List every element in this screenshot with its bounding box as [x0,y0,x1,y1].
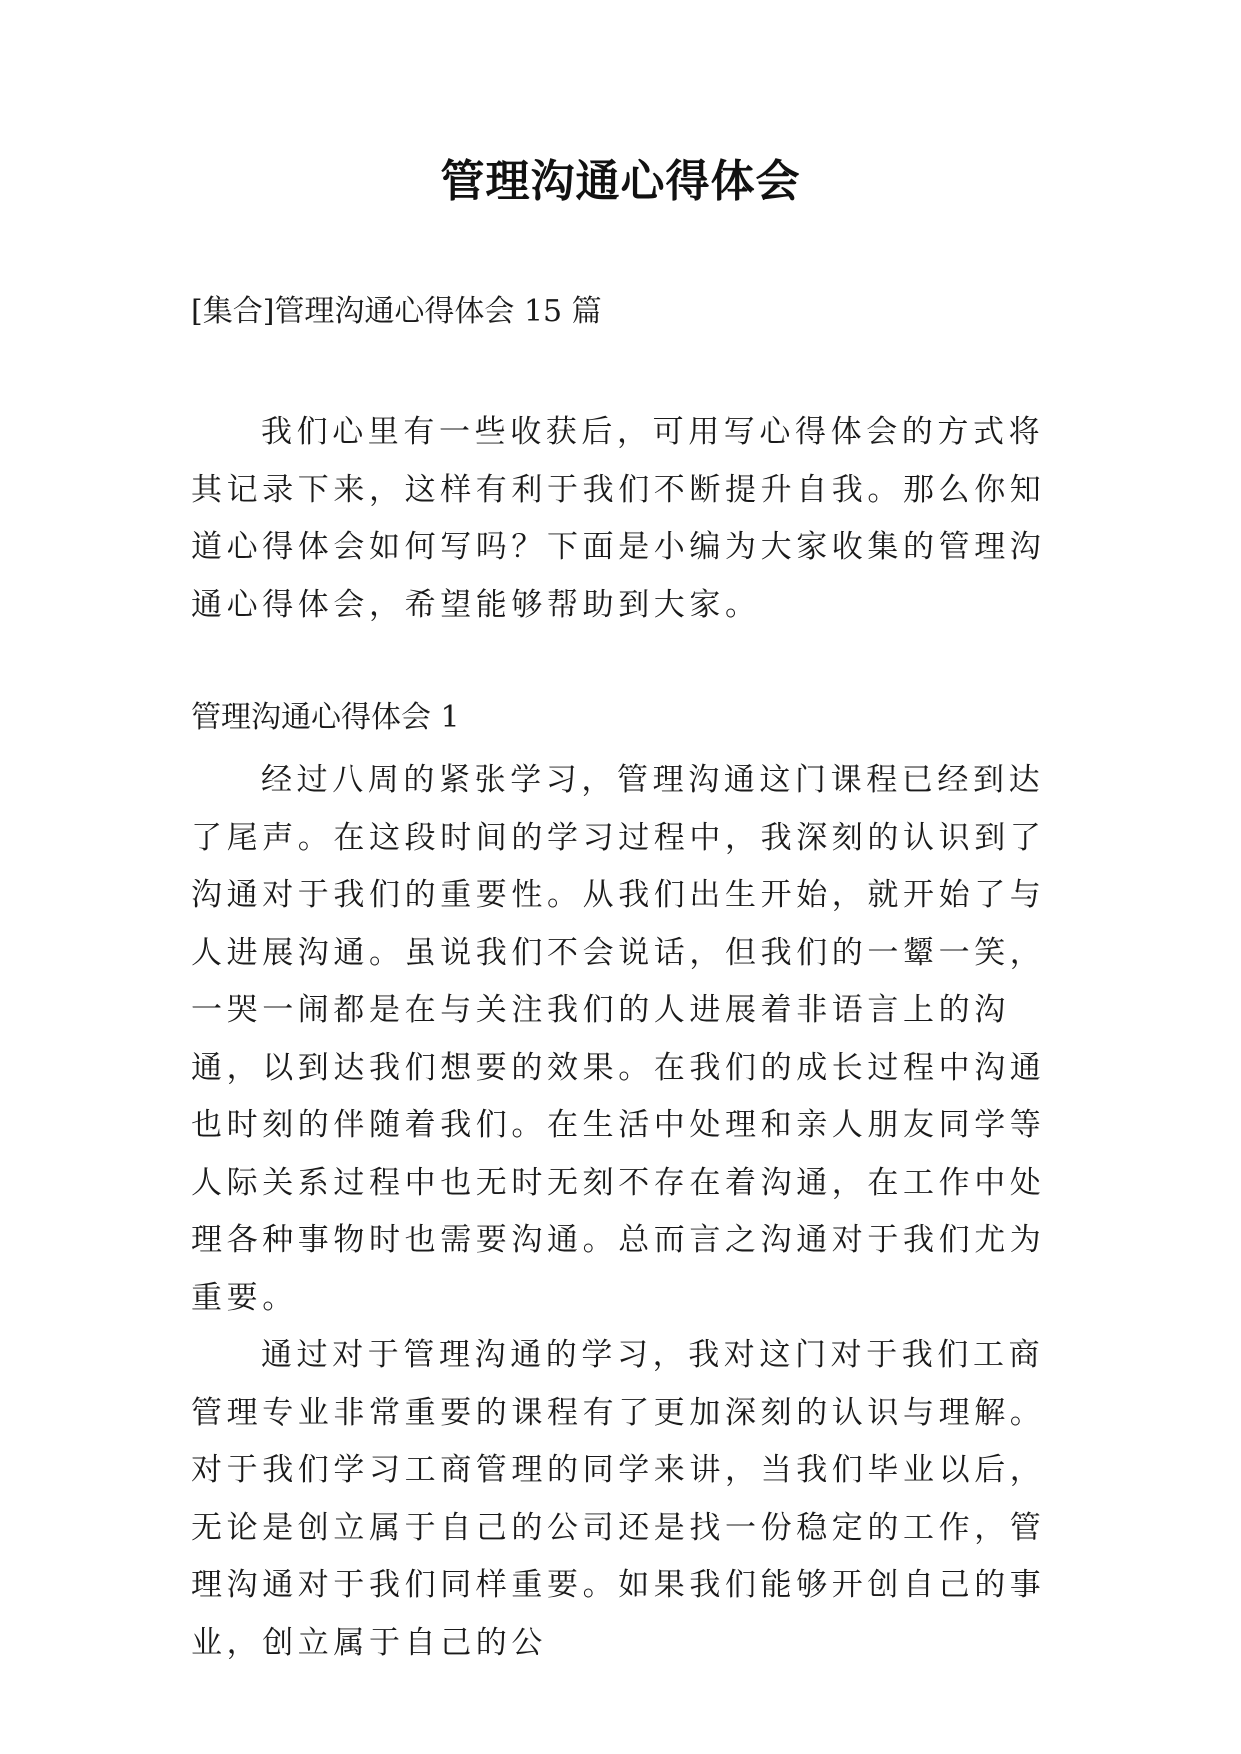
section-heading: 管理沟通心得体会 1 [191,700,460,735]
intro-block [191,404,1071,634]
intro-paragraph: 我们心里有一些收获后，可用写心得体会的方式将其记录下来，这样有利于我们不断提升自我。那么你知道心得体会如何写吗？下面是小编为大家收集的管理沟通心得体会，希望能够帮助到大家。 [191,414,1046,623]
body-paragraph: 通过对于管理沟通的学习，我对这门对于我们工商管理专业非常重要的课程有了更加深刻的认识与理解。对于我们学习工商管理的同学来讲，当我们毕业以后，无论是创立属于自己的公司还是找一份稳定的工作，管理沟通对于我们同样重要。如果我们能够开创自己的事业，创立属于自己的公 [191,1337,1046,1661]
body-paragraph: 经过八周的紧张学习，管理沟通这门课程已经到达了尾声。在这段时间的学习过程中，我深刻的认识到了沟通对于我们的重要性。从我们出生开始，就开始了与人进展沟通。虽说我们不会说话，但我们的一颦一笑，一哭一闹都是在与关注我们的人进展着非语言上的沟通，以到达我们想要的效果。在我们的成长过程中沟通也时刻的伴随着我们。在生活中处理和亲人朋友同学等人际关系过程中也无时无刻不存在着沟通，在工作中处理各种事物时也需要沟通。总而言之沟通对于我们尤为重要。 [191,762,1046,1316]
document-title: 管理沟通心得体会 [440,156,801,207]
document-subtitle: [集合]管理沟通心得体会 15 篇 [191,294,602,329]
section-body [191,752,1071,1672]
